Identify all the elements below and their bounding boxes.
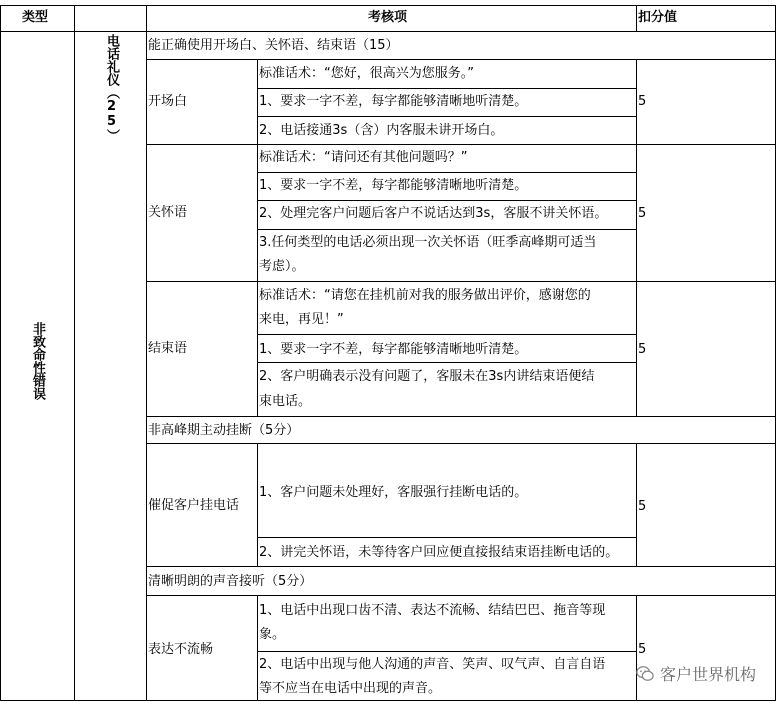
row-name: 关怀语: [148, 205, 188, 220]
row-line: 束电话。: [259, 394, 312, 409]
deduct-value: 5: [638, 642, 647, 657]
border-left: [0, 5, 1, 701]
section-title: 清晰明朗的声音接听（5分）: [148, 574, 313, 589]
section1-bottom: [146, 59, 776, 60]
row-line: 等不应当在电话中出现的声音。: [259, 681, 442, 696]
row-line: 标准话术：“请您在挂机前对我的服务做出评价，感谢您的: [259, 288, 591, 303]
care-bottom: [146, 281, 776, 282]
row-line: 2、电话接通3s（含）内客服未讲开场白。: [259, 123, 504, 138]
open-bottom: [146, 144, 776, 145]
col-name-divider: [257, 443, 258, 566]
row-line: 2、讲完关怀语，未等待客户回应便直接报结束语挂断电话的。: [259, 545, 619, 560]
col-deduct-divider: [636, 5, 637, 31]
row-line: 标准话术：“请问还有其他问题吗？”: [259, 150, 468, 165]
rule: [257, 229, 636, 230]
deduct-value: 5: [638, 94, 647, 109]
border-bottom: [0, 700, 776, 701]
deduct-value: 5: [638, 342, 647, 357]
row-line: 象。: [259, 627, 286, 642]
rule: [257, 334, 636, 335]
row-name: 结束语: [148, 341, 188, 356]
border-right: [775, 5, 776, 701]
row-line: 3.任何类型的电话必须出现一次关怀语（旺季高峰期可适当: [259, 235, 597, 250]
row-name: 表达不流畅: [148, 642, 214, 657]
wechat-logo-icon: [636, 665, 654, 683]
category-label: 非致命性错误: [30, 322, 45, 400]
section3-bottom: [146, 595, 776, 596]
col2-divider: [146, 5, 147, 701]
row-name: 开场白: [148, 94, 188, 109]
rule: [257, 172, 636, 173]
row-line: 1、要求一字不差，每字都能够清晰地听清楚。: [259, 94, 528, 109]
watermark: [636, 662, 756, 685]
hang-bottom: [146, 566, 776, 567]
col-name-divider: [257, 595, 258, 701]
rule: [257, 116, 636, 117]
row-line: 1、电话中出现口齿不清、表达不流畅、结结巴巴、拖音等现: [259, 603, 606, 618]
row-line: 1、客户问题未处理好，客服强行挂断电话的。: [259, 485, 528, 500]
rule: [257, 362, 636, 363]
col-deduct-divider: [636, 595, 637, 701]
rule: [257, 537, 636, 538]
subcategory-label: 电话礼仪（25）: [104, 34, 119, 142]
row-line: 考虑）。: [259, 259, 305, 274]
row-line: 标准话术：“您好，很高兴为您服务。”: [259, 66, 474, 81]
col1-divider: [74, 5, 75, 701]
row-line: 2、处理完客户问题后客户不说话达到3s，客服不讲关怀语。: [259, 206, 608, 221]
watermark-text: 客户世界机构: [659, 665, 756, 684]
row-line: 1、要求一字不差，每字都能够清晰地听清楚。: [259, 178, 528, 193]
section2-bottom: [146, 443, 776, 444]
header-deduct: 扣分值: [638, 10, 678, 25]
row-line: 来电，再见！”: [259, 312, 344, 327]
col-deduct-divider: [636, 59, 637, 416]
row-line: 2、电话中出现与他人沟通的声音、笑声、叹气声、自言自语: [259, 657, 606, 672]
deduct-value: 5: [638, 499, 647, 514]
row-name: 催促客户挂电话: [148, 498, 240, 513]
deduct-value: 5: [638, 206, 647, 221]
col-name-divider: [257, 59, 258, 416]
row-line: 2、客户明确表示没有问题了，客服未在3s内讲结束语便结: [259, 369, 595, 384]
rule: [257, 651, 636, 652]
header-type: 类型: [22, 10, 49, 25]
section-title: 非高峰期主动挂断（5分）: [148, 423, 300, 438]
rule: [257, 200, 636, 201]
col-deduct-divider: [636, 443, 637, 566]
section-title: 能正确使用开场白、关怀语、结束语（15）: [148, 38, 399, 53]
header-item: 考核项: [368, 10, 408, 25]
rule: [257, 88, 636, 89]
row-line: 1、要求一字不差，每字都能够清晰地听清楚。: [259, 342, 528, 357]
border-top: [0, 5, 776, 6]
header-bottom: [0, 31, 776, 32]
end-bottom: [146, 416, 776, 417]
